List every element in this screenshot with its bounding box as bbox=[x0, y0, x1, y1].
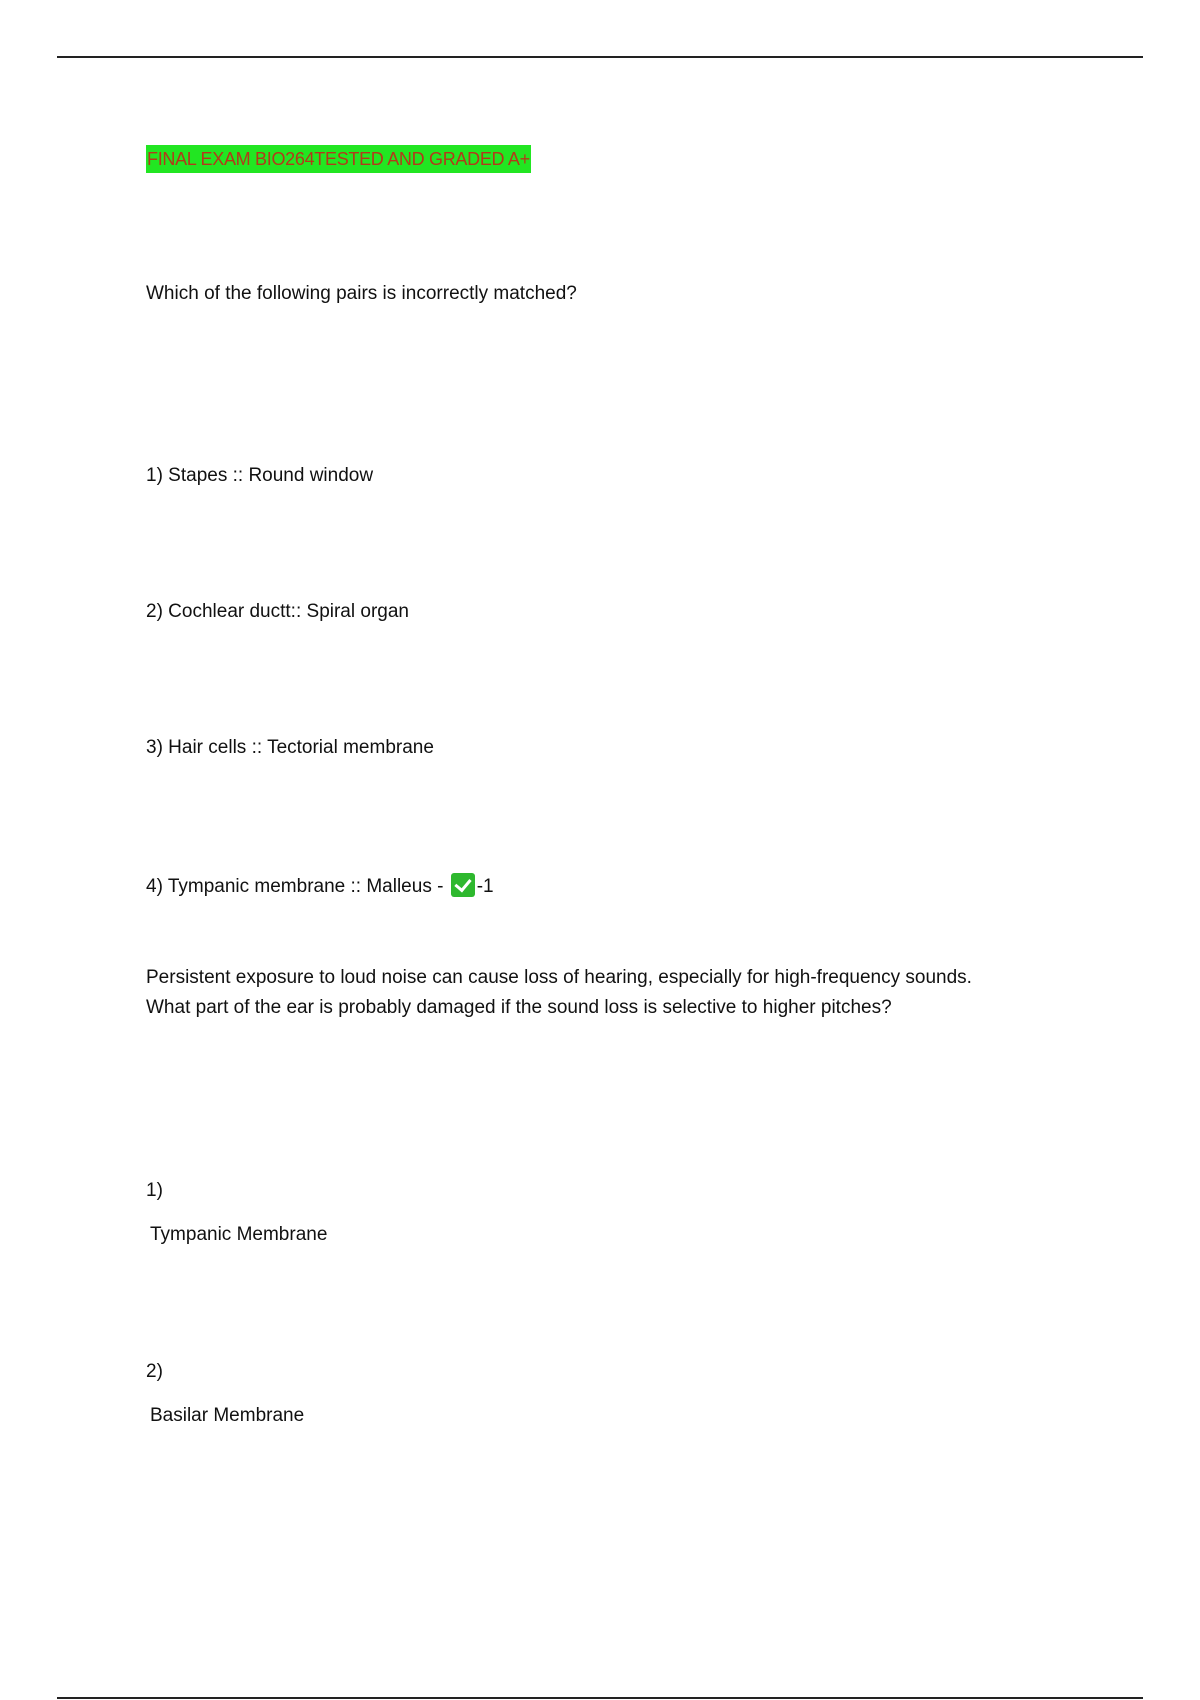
question-1-prompt: Which of the following pairs is incorrectly matched? bbox=[146, 283, 577, 304]
question-2-option-1-number: 1) bbox=[146, 1180, 163, 1201]
footer-rule bbox=[57, 1697, 1143, 1699]
question-1-option-4: 4) Tympanic membrane :: Malleus - bbox=[146, 876, 444, 897]
question-2-option-2-text: Basilar Membrane bbox=[150, 1405, 305, 1426]
document-title: FINAL EXAM BIO264TESTED AND GRADED A+ bbox=[146, 145, 531, 173]
header-rule bbox=[57, 56, 1143, 58]
check-mark-icon bbox=[451, 873, 475, 897]
question-2-option-1-text: Tympanic Membrane bbox=[150, 1224, 328, 1245]
question-2-option-2-number: 2) bbox=[146, 1361, 163, 1382]
question-1-option-3: 3) Hair cells :: Tectorial membrane bbox=[146, 737, 434, 758]
answer-suffix: -1 bbox=[476, 876, 494, 897]
question-1-option-1: 1) Stapes :: Round window bbox=[146, 465, 374, 486]
question-2-prompt-line-1: Persistent exposure to loud noise can cause loss of hearing, especially for high-frequency sounds. bbox=[146, 967, 972, 988]
question-1-option-2: 2) Cochlear ductt:: Spiral organ bbox=[146, 601, 409, 622]
question-1-option-4-row bbox=[146, 872, 494, 902]
question-2-prompt-line-2: What part of the ear is probably damaged if the sound loss is selective to higher pitches? bbox=[146, 997, 892, 1018]
